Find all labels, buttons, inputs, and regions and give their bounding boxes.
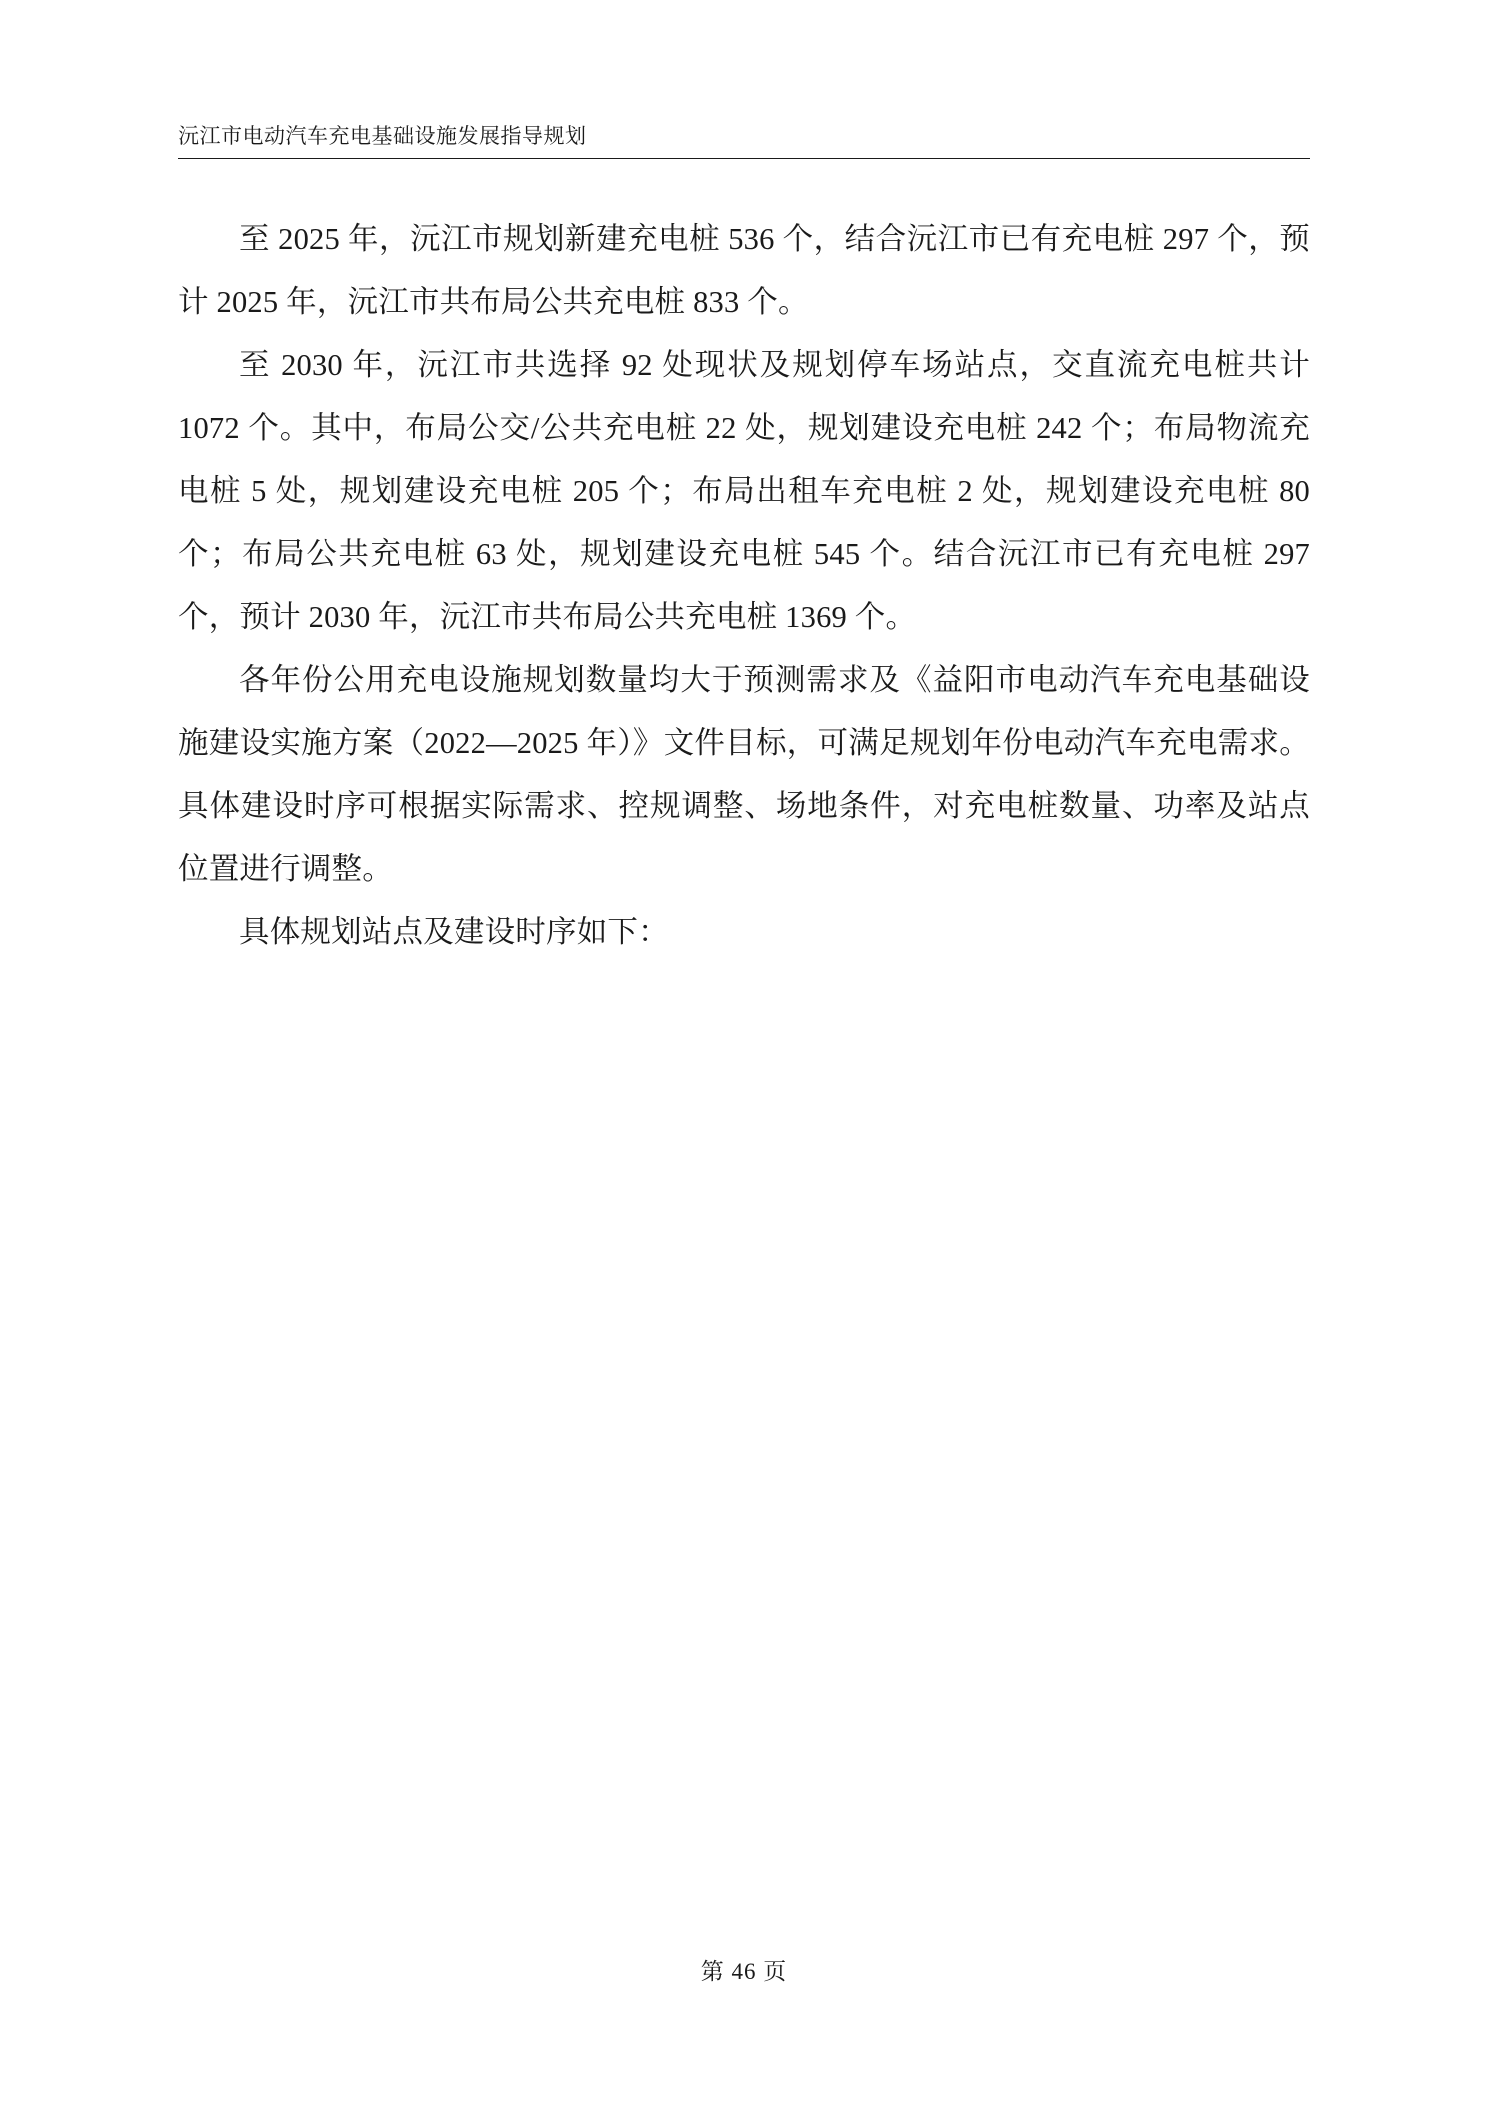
header-divider	[178, 158, 1310, 159]
paragraph: 各年份公用充电设施规划数量均大于预测需求及《益阳市电动汽车充电基础设施建设实施方案（2022—2025 年）》文件目标，可满足规划年份电动汽车充电需求。具体建设时序可根据实际需求、控规调整、场地条件，对充电桩数量、功率及站点位置进行调整。	[178, 663, 1310, 886]
body-text-block	[178, 208, 1310, 964]
paragraph: 至 2030 年，沅江市共选择 92 处现状及规划停车场站点，交直流充电桩共计 1072 个。其中，布局公交/公共充电桩 22 处，规划建设充电桩 242 个；布局物流充电桩 5 处，规划建设充电桩 205 个；布局出租车充电桩 2 处，规划建设充电桩 80 个；布局公共充电桩 63 处，规划建设充电桩 545 个。结合沅江市已有充电桩 297 个，预计 2030 年，沅江市共布局公共充电桩 1369 个。	[178, 348, 1310, 634]
page-content	[178, 0, 1310, 2104]
page-footer	[178, 1953, 1310, 1986]
paragraph: 至 2025 年，沅江市规划新建充电桩 536 个，结合沅江市已有充电桩 297 个，预计 2025 年，沅江市共布局公共充电桩 833 个。	[178, 222, 1310, 319]
page-header	[178, 124, 1310, 159]
running-header-title: 沅江市电动汽车充电基础设施发展指导规划	[178, 124, 587, 148]
page-number: 第 46 页	[700, 1959, 788, 1984]
paragraph: 具体规划站点及建设时序如下：	[239, 915, 669, 949]
